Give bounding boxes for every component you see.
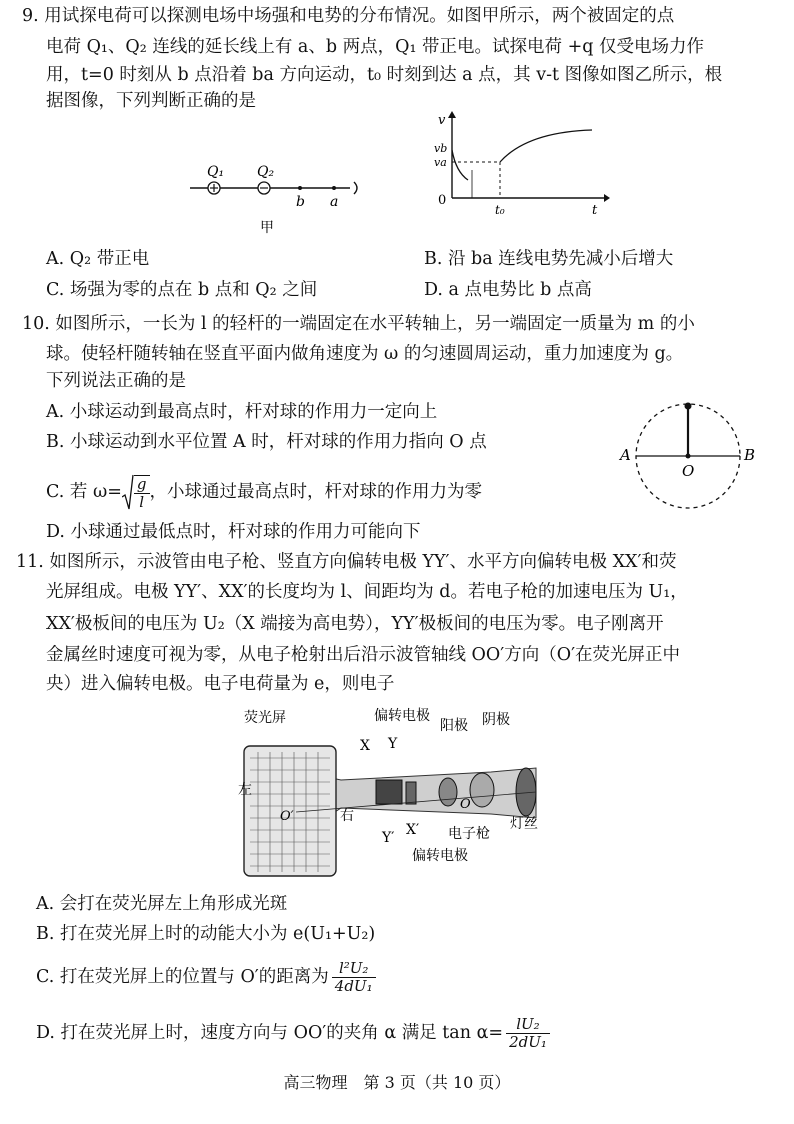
q9-option-a[interactable]: A. Q₂ 带正电 (46, 249, 150, 269)
point-b (298, 186, 302, 190)
origin: 0 (438, 193, 447, 208)
anode (439, 778, 457, 806)
q11-line-1: 11. 如图所示，示波管由电子枪、竖直方向偏转电极 YY′、水平方向偏转电极 XX′和荧 (16, 552, 677, 572)
label-vb: vb (434, 142, 448, 155)
q11-d-denominator: 2dU₁ (509, 1033, 547, 1051)
q11-d-numerator: lU₂ (506, 1016, 550, 1034)
label-y: Y (388, 736, 398, 752)
label-q1: Q₁ (207, 164, 225, 180)
sqrt-symbol (122, 472, 150, 513)
label-O: O (682, 462, 695, 480)
label-right: 右 (340, 808, 354, 824)
q10-c-denominator: l (139, 492, 145, 511)
q10-option-d[interactable]: D. 小球通过最低点时，杆对球的作用力可能向下 (46, 522, 421, 542)
q9-line-4: 据图像，下列判断正确的是 (46, 91, 256, 111)
q10-figure (614, 398, 794, 520)
q11-line-5: 央）进入偏转电极。电子电荷量为 e，则电子 (46, 674, 395, 694)
q10-option-c[interactable] (46, 472, 482, 513)
label-left: 左 (238, 782, 252, 798)
label-b: b (296, 194, 305, 210)
label-deflect-top: 偏转电极 (374, 708, 430, 724)
label-anode: 阳极 (440, 718, 468, 734)
label-A: A (620, 446, 631, 464)
q9-figure-jia (180, 160, 380, 240)
q11-line-4: 金属丝时速度可视为零，从电子枪射出后沿示波管轴线 OO′方向（O′在荧光屏正中 (46, 645, 681, 665)
label-a: a (330, 194, 339, 210)
point-a (332, 186, 336, 190)
q10-option-b[interactable]: B. 小球运动到水平位置 A 时，杆对球的作用力指向 O 点 (46, 432, 487, 452)
q9-line-1: 9. 用试探电荷可以探测电场中场强和电势的分布情况。如图甲所示，两个被固定的点 (22, 6, 675, 26)
cathode (470, 773, 494, 807)
label-q2: Q₂ (257, 164, 275, 180)
label-o: O (460, 797, 471, 812)
label-deflect-bottom: 偏转电极 (412, 848, 468, 864)
vt-curve-increasing (500, 130, 592, 162)
label-B: B (744, 446, 756, 464)
q10-option-c-pre: C. 若 ω= (46, 482, 122, 502)
q11-option-c[interactable] (36, 956, 379, 998)
q10-line-1: 10. 如图所示，一长为 l 的轻杆的一端固定在水平转轴上，另一端固定一质量为 m 的小 (22, 314, 695, 334)
caption-jia: 甲 (260, 220, 274, 236)
q9-line-3: 用，t=0 时刻从 b 点沿着 ba 方向运动，t₀ 时刻到达 a 点，其 v-t 图像如图乙所示，根 (46, 65, 723, 85)
q10-c-numerator: g (134, 476, 150, 494)
label-screen: 荧光屏 (244, 710, 286, 726)
q11-line-2: 光屏组成。电极 YY′、XX′的长度均为 l、间距均为 d。若电子枪的加速电压为 U₁， (46, 582, 688, 602)
q9-option-b[interactable]: B. 沿 ba 连线电势先减小后增大 (424, 249, 674, 269)
deflection-plates (376, 780, 402, 804)
label-y-prime: Y′ (382, 830, 395, 846)
label-filament: 灯丝 (510, 816, 538, 832)
q9-option-c[interactable]: C. 场强为零的点在 b 点和 Q₂ 之间 (46, 280, 318, 300)
label-va: va (434, 156, 447, 169)
label-o-prime: O′ (280, 809, 294, 824)
q10-option-a[interactable]: A. 小球运动到最高点时，杆对球的作用力一定向上 (46, 402, 438, 422)
q11-c-denominator: 4dU₁ (334, 977, 373, 995)
q11-option-b[interactable]: B. 打在荧光屏上时的动能大小为 e(U₁+U₂) (36, 924, 376, 944)
q9-line-2: 电荷 Q₁、Q₂ 连线的延长线上有 a、b 两点，Q₁ 带正电。试探电荷 +q 仅受电场力作 (46, 37, 705, 57)
label-t0: t₀ (495, 203, 505, 217)
axis-v: v (438, 113, 446, 128)
q11-option-d-pre: D. 打在荧光屏上时，速度方向与 OO′的夹角 α 满足 tan α= (36, 1023, 504, 1043)
q10-option-c-post: ，小球通过最高点时，杆对球的作用力为零 (149, 482, 482, 502)
q11-option-a[interactable]: A. 会打在荧光屏左上角形成光斑 (36, 894, 288, 914)
label-x: X (360, 738, 370, 754)
ball (685, 403, 692, 410)
label-cathode: 阴极 (482, 712, 510, 728)
q11-line-3: XX′极板间的电压为 U₂（X 端接为高电势），YY′极板间的电压为零。电子刚离开 (46, 614, 664, 634)
label-x-prime: X′ (406, 822, 420, 838)
q11-c-numerator: l²U₂ (332, 960, 376, 978)
axis-t: t (592, 203, 598, 218)
label-gun: 电子枪 (448, 826, 490, 842)
oscilloscope-figure (236, 702, 566, 882)
vt-curve-decreasing (452, 150, 468, 180)
q11-option-c-pre: C. 打在荧光屏上的位置与 O′的距离为 (36, 967, 329, 987)
q9-option-d[interactable]: D. a 点电势比 b 点高 (424, 280, 592, 300)
q10-line-2: 球。使轻杆随转轴在竖直平面内做角速度为 ω 的匀速圆周运动，重力加速度为 g。 (46, 344, 684, 364)
q10-line-3: 下列说法正确的是 (46, 371, 186, 391)
page-footer: 高三物理 第 3 页（共 10 页） (283, 1073, 511, 1092)
q9-figure-yi (432, 110, 612, 220)
q11-option-d[interactable] (36, 1012, 553, 1054)
